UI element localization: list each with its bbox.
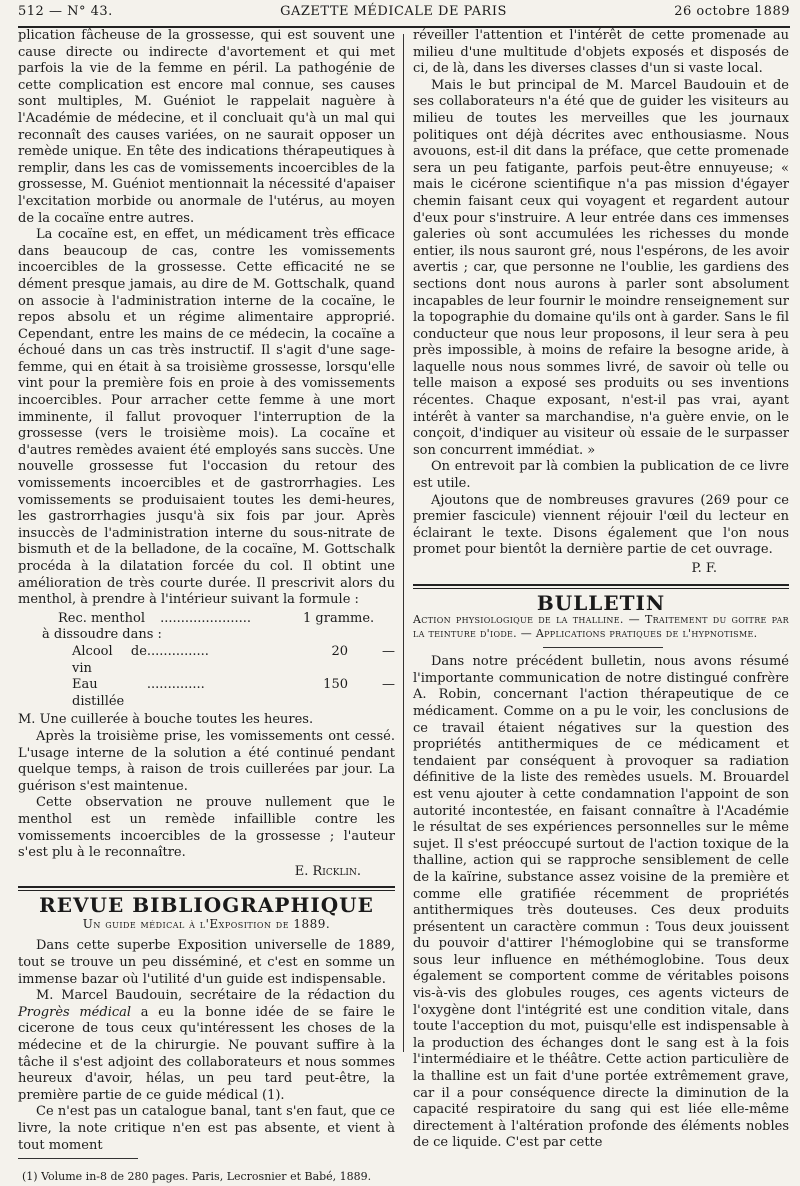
right-column <box>404 28 789 1151</box>
paragraph: Cette observation ne prouve nullement que le menthol est un remède infaillible contre les vomissements incoercibles de la grossesse ; l'auteur s'est plu à le reconnaître. <box>18 795 395 861</box>
section-title: BULLETIN <box>536 590 666 615</box>
paragraph: Ajoutons que de nombreuses gravures (269 pour ce premier fascicule) viennent réjouir l'œil du lecteur en éclairant le texte. Disons également que l'on nous promet pour bientôt la dernière partie de cet ouvrage. <box>413 492 789 558</box>
page-number: 512 — N° 43. <box>18 4 113 19</box>
paragraph: Mais le but principal de M. Marcel Baudouin et de ses collaborateurs n'a été que de guider les visiteurs au milieu de toutes les merveilles que les journaux politiques ont déjà décrites avec enthousiasme. Nous avouons, est-il dit dans la préface, que cette promenade sera un peu fatigante, parfois peut-être ennuyeuse; « mais le cicérone scientifique n'a pas mission d'égayer chemin faisant ceux qui voyagent et regardent autour d'eux pour s'instruire. A leur entrée dans ces immenses galeries où sont accumulées les richesses du monde entier, ils nous sauront gré, nous l'espérons, de les avoir avertis ; car, que personne ne l'oublie, les gardiens des sections dont nous aurons à parler sont absolument incapables de leur fournir le moindre renseignement sur la topographie du domaine qu'ils ont à garder. Sans le fil conducteur que nous leur proposons, il leur sera à peu près impossible, à moins de refaire la besogne aride, à laquelle nous nous sommes livré, de savoir où telle ou telle maison a exposé ses produits ou ses inventions récentes. Chaque exposant, n'est-il pas vrai, ayant intérêt à vanter sa marchandise, n'a guère envie, on le conçoit, d'indiquer au visiteur où essaie de le surpasser son concurrent immédiat. » <box>413 77 789 458</box>
author-signature: E. Ricklin. <box>294 863 361 879</box>
prescription-formula <box>42 610 395 711</box>
journal-name: Progrès médical <box>18 1004 132 1020</box>
formula-line: Rec. menthol ...................... 1 gramme. <box>58 610 375 626</box>
footnote: (1) Volume in-8 de 280 pages. Paris, Lecrosnier et Babé, 1889. <box>22 1170 372 1184</box>
summary-rule <box>543 647 663 648</box>
bulletin-summary: Action physiologique de la thalline. — Traitement du goitre par la teinture d'iode. — Applications pratiques de l'hypnotisme. <box>413 613 789 641</box>
paragraph: M. Une cuillerée à bouche toutes les heures. <box>18 712 314 728</box>
page-header <box>18 4 790 24</box>
section-divider <box>413 584 789 589</box>
paragraph: Ce n'est pas un catalogue banal, tant s'en faut, que ce livre, la note critique n'en est pas absente, et vient à tout moment <box>18 1104 395 1153</box>
paragraph: réveiller l'attention et l'intérêt de cette promenade au milieu d'une multitude d'objets exposés et disposés de ci, de là, dans les diverses classes d'un si vaste local. <box>413 28 789 77</box>
formula-line: à dissoudre dans : <box>42 627 162 643</box>
paragraph: Après la troisième prise, les vomissements ont cessé. L'usage interne de la solution a été continué pendant quelque temps, à raison de trois cuillerées par jour. La guérison s'est maintenue. <box>18 728 395 794</box>
left-column <box>18 28 403 1184</box>
paragraph: La cocaïne est, en effet, un médicament très efficace dans beaucoup de cas, contre les vomissements incoercibles de la grossesse. Cette efficacité ne se dément presque jamais, au dire de M. Gottschalk, quand on associe à l'administration interne de la cocaïne, le repos absolu et un régime alimentaire approprié. Cependant, entre les mains de ce médecin, la cocaïne a échoué dans un cas très instructif. Il s'agit d'une sage-femme, qui en était à sa troisième grossesse, lorsqu'elle vint pour la première fois en proie à des vomissements incoercibles. Pour arracher cette femme à une mort imminente, il fallut provoquer l'interruption de la grossesse (vers le troisième mois). La cocaïne et d'autres remèdes avaient été employés sans succès. Une nouvelle grossesse fut l'occasion du retour des vomissements incoercibles et de gastrorrhagies. Les vomissements se produisaient toutes les demi-heures, les gastrorrhagies jusqu'à six fois par jour. Après insuccès de l'administration interne du sous-nitrate de bismuth et de la belladone, de la cocaïne, M. Gottschalk procéda à la dilatation forcée du col. Il obtint une amélioration de très courte durée. Il prescrivit alors du menthol, à prendre à l'intérieur suivant la formule : <box>18 227 395 608</box>
section-title: REVUE BIBLIOGRAPHIQUE <box>39 893 374 918</box>
paragraph: plication fâcheuse de la grossesse, qui est souvent une cause directe ou indirecte d'avortement et qui met parfois la vie de la femme en péril. La pathogénie de cette complication est encore mal connue, ses causes sont multiples, M. Guéniot le rappelait naguère à l'Académie de médecine, et il concluait qu'à un mal qui reconnaît des causes variées, on ne saurait opposer un remède unique. En tête des indications thérapeutiques à remplir, dans les cas de vomissements incoercibles de la grossesse, M. Guéniot mentionnait la nécessité d'apaiser l'excitation morbide ou anormale de l'utérus, au moyen de la cocaïne entre autres. <box>18 28 395 226</box>
formula-line: Alcool de vin ............... 20 — <box>72 643 395 676</box>
formula-line: Eau distillée .............. 150 — <box>72 677 395 709</box>
section-subtitle: Un guide médical à l'Exposition de 1889. <box>82 916 331 931</box>
paragraph: M. Marcel Baudouin, secrétaire de la rédaction du Progrès médical a eu la bonne idée de se faire le cicerone de tous ceux qu'intéressent les choses de la médecine et de la chirurgie. Ne pouvant suffire à la tâche il s'est adjoint des collaborateurs et nous sommes heureux d'avoir, hélas, un peu tard peut-être, la première partie de ce guide médical (1). <box>18 988 395 1103</box>
footnote-rule <box>18 1158 138 1159</box>
paragraph: Dans notre précédent bulletin, nous avons résumé l'importante communication de notre distingué confrère A. Robin, concernant l'action thérapeutique de ce médicament. Comme on a pu le voir, les conclusions de ce travail étaient négatives sur la question des propriétés antithermiques de ce médicament et tendaient par conséquent à provoquer sa radiation définitive de la liste des remèdes usuels. M. Brouardel est venu ajouter à cette condamnation l'appoint de son autorité incontestée, en faisant connaître à l'Académie le résultat de ses expériences personnelles sur le même sujet. Il s'est préoccupé surtout de l'action toxique de la thalline, action qui se rapproche sensiblement de celle de la kaïrine, substance assez voisine de la première et comme elle gratifiée récemment de propriétés antithermiques très douteuses. Ces deux produits présentent un caractère commun : Tous deux jouissent du pouvoir d'attirer l'hémoglobine qui se transforme sous leur influence en méthémoglobine. Tous deux également se comportent comme de véritables poisons vis-à-vis des globules rouges, ces agents victeurs de l'oxygène dont l'intégrité est une condition vitale, dans toute l'acception du mot, puisqu'elle est indispensable à la production des échanges dont le sang est à la fois l'intermédiaire et le théâtre. Cette action particulière de la thalline est un fait d'une portée extrêmement grave, car il a pour conséquence directe la diminution de la capacité respiratoire du sang qui est liée elle-même directement à l'altération profonde des éléments nobles de ce liquide. C'est par cette <box>413 654 789 1151</box>
issue-date: 26 octobre 1889 <box>674 4 790 19</box>
paragraph: On entrevoit par là combien la publication de ce livre est utile. <box>413 459 789 492</box>
paragraph: Dans cette superbe Exposition universelle de 1889, tout se trouve un peu disséminé, et c'est en somme un immense bazar où l'utilité d'un guide est indispensable. <box>18 938 395 987</box>
section-divider <box>18 886 395 891</box>
journal-title: GAZETTE MÉDICALE DE PARIS <box>280 4 507 19</box>
author-signature: P. F. <box>691 561 717 576</box>
columns <box>18 28 790 1184</box>
